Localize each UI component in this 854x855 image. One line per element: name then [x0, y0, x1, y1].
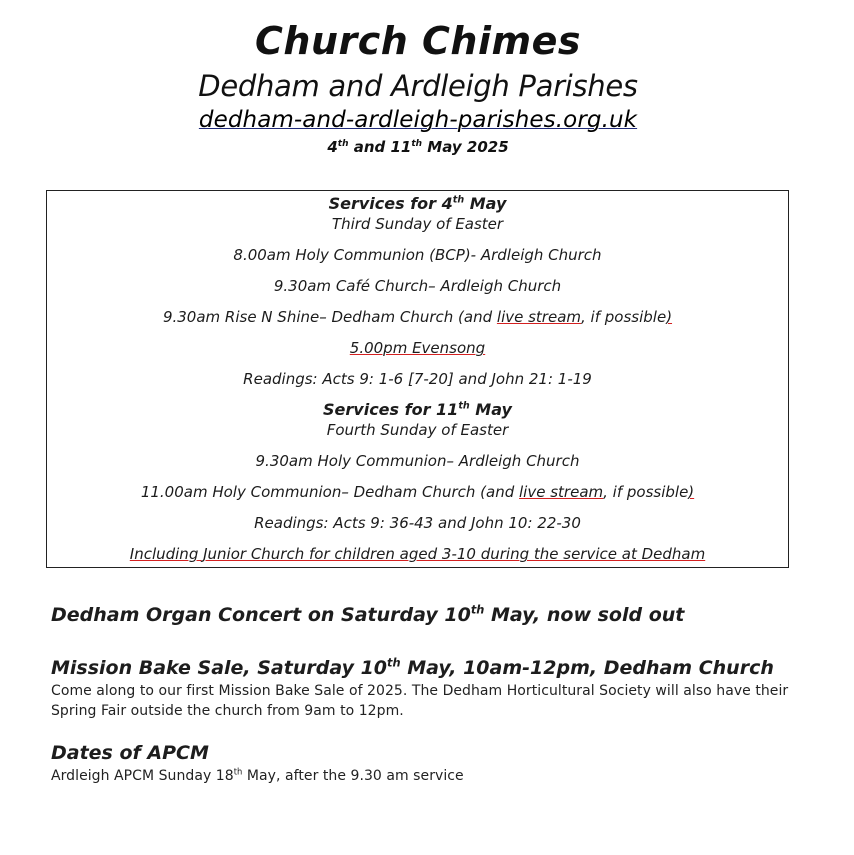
apcm-body: Ardleigh APCM Sunday 18th May, after the 9.30 am service: [51, 766, 464, 784]
newsletter-title: Church Chimes: [255, 19, 581, 63]
parish-subtitle: Dedham and Ardleigh Parishes: [198, 69, 638, 103]
bake-sale-body: Come along to our first Mission Bake Sale of 2025. The Dedham Horticultural Society will also have their Spring Fair outside the church from 9am to 12pm.: [51, 683, 789, 719]
bake-sale-title: Mission Bake Sale, Saturday 10th May, 10am-12pm, Dedham Church: [51, 655, 774, 679]
issue-date: 4th and 11th May 2025: [327, 138, 509, 156]
readings-may4: Readings: Acts 9: 1-6 [7-20] and John 21: 1-19: [243, 370, 592, 388]
services-box: [46, 190, 789, 568]
service-line: 9.30am Holy Communion– Ardleigh Church: [255, 452, 580, 470]
newsletter-header: [0, 16, 836, 157]
service-line-dedham-communion: 11.00am Holy Communion– Dedham Church (and live stream, if possible): [140, 483, 695, 501]
services-may11-heading: Services for 11th May: [323, 400, 512, 419]
website-link[interactable]: dedham-and-ardleigh-parishes.org.uk: [198, 107, 638, 133]
organ-concert-title: Dedham Organ Concert on Saturday 10th May, now sold out: [51, 602, 685, 626]
notices: [51, 602, 831, 786]
junior-church-note: Including Junior Church for children aged 3-10 during the service at Dedham: [129, 545, 706, 563]
readings-may11: Readings: Acts 9: 36-43 and John 10: 22-30: [254, 514, 581, 532]
live-stream-link[interactable]: live stream: [519, 483, 604, 501]
services-may4-heading: Services for 4th May: [328, 194, 507, 213]
service-line-evensong: 5.00pm Evensong: [349, 339, 486, 357]
live-stream-link[interactable]: live stream: [496, 308, 582, 326]
services-may11-subheading: Fourth Sunday of Easter: [326, 421, 509, 439]
apcm-title: Dates of APCM: [51, 742, 209, 764]
service-line: 9.30am Café Church– Ardleigh Church: [273, 277, 562, 295]
service-line-rise-n-shine: 9.30am Rise N Shine– Dedham Church (and live stream, if possible): [162, 308, 673, 326]
services-may4-subheading: Third Sunday of Easter: [331, 215, 504, 233]
service-line: 8.00am Holy Communion (BCP)- Ardleigh Church: [233, 246, 602, 264]
